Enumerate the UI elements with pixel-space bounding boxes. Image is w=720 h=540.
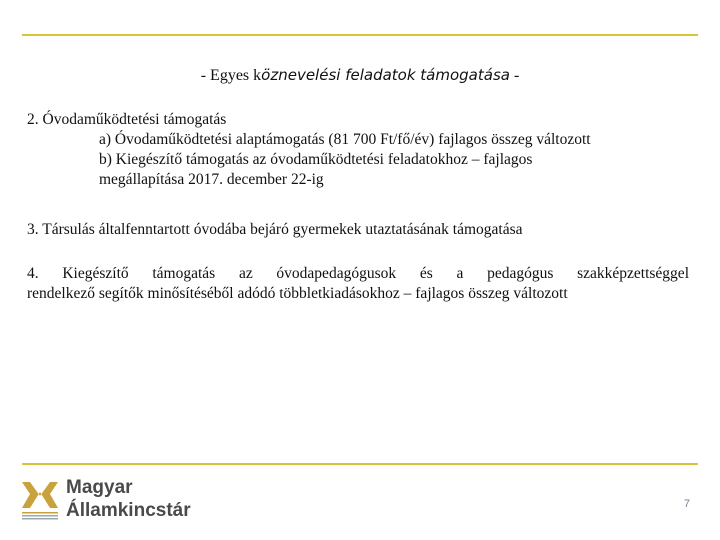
section-3: 3. Társulás általfenntartott óvodába bejáró gyermekek utaztatásának támogatása — [27, 221, 523, 238]
title-italic: öznevelési feladatok támogatása — [261, 66, 510, 84]
hungarian-treasury-emblem-icon — [20, 474, 60, 520]
bottom-divider — [22, 463, 698, 465]
section-2 — [27, 110, 689, 190]
section-4-line2: rendelkező segítők minősítéséből adódó többletkiadásokhoz – fajlagos összeg változott — [27, 285, 568, 302]
title-suffix: - — [509, 67, 520, 84]
section-4-line1: 4. Kiegészítő támogatás az óvodapedagógusok és a pedagógus szakképzettséggel — [27, 265, 689, 282]
logo-line-1: Magyar — [66, 477, 133, 498]
section-2-item-a: a) Óvodaműködtetési alaptámogatás (81 700 Ft/fő/év) fajlagos összeg változott — [99, 131, 591, 148]
title-prefix: - Egyes k — [200, 67, 262, 84]
slide-title — [0, 66, 720, 85]
logo-line-2: Államkincstár — [66, 500, 191, 521]
section-2-item-b-line2: megállapítása 2017. december 22-ig — [99, 171, 324, 188]
section-2-item-b-line1: b) Kiegészítő támogatás az óvodaműködtetési feladatokhoz – fajlagos — [99, 151, 533, 168]
section-2-heading: 2. Óvodaműködtetési támogatás — [27, 111, 227, 128]
top-divider — [22, 34, 698, 36]
page-number: 7 — [683, 498, 690, 510]
section-4 — [27, 264, 689, 304]
footer-logo — [20, 474, 220, 524]
logo-text — [66, 476, 191, 522]
